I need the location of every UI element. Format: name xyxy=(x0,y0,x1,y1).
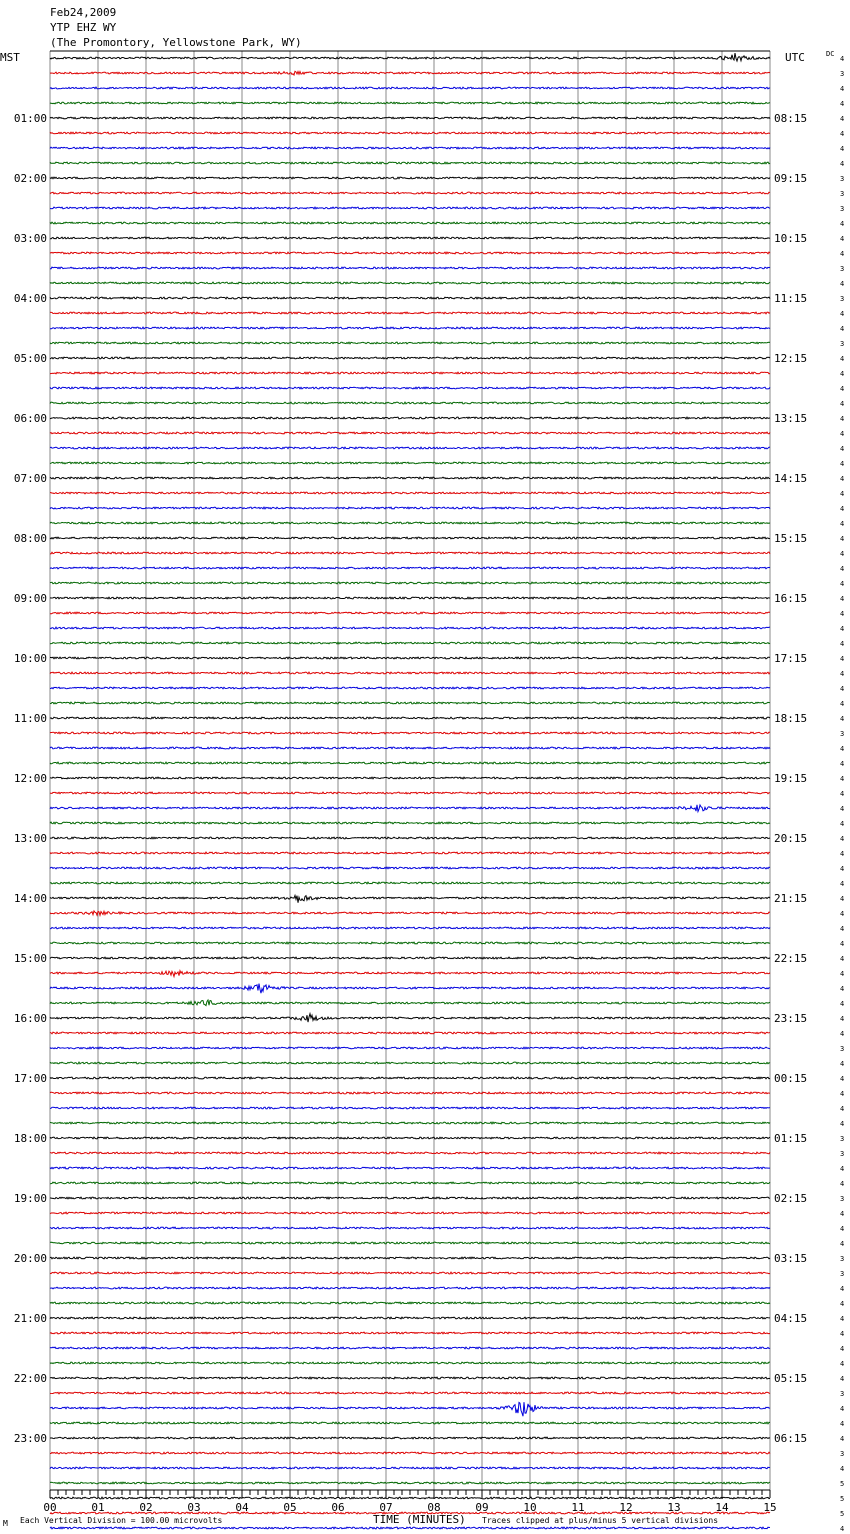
trace-row-8 xyxy=(50,177,770,179)
dc-offset-label: 4 xyxy=(840,865,845,873)
hour-label-local: 16:00 xyxy=(13,1012,47,1025)
dc-offset-label: 4 xyxy=(840,55,845,63)
trace-row-3 xyxy=(50,102,770,104)
hour-label-local: 15:00 xyxy=(13,952,47,965)
dc-offset-label: 4 xyxy=(840,1120,845,1128)
dc-offset-label: 4 xyxy=(840,370,845,378)
x-tick-label: 14 xyxy=(715,1501,729,1514)
trace-row-95 xyxy=(50,1482,770,1484)
dc-offset-label: 4 xyxy=(840,400,845,408)
trace-row-26 xyxy=(50,447,770,449)
hour-label-local: 11:00 xyxy=(13,712,47,725)
trace-row-43 xyxy=(50,702,770,704)
trace-row-30 xyxy=(50,507,770,509)
dc-offset-label: 4 xyxy=(840,565,845,573)
dc-offset-label: 4 xyxy=(840,1225,845,1233)
dc-offset-label: 4 xyxy=(840,490,845,498)
dc-offset-label: 3 xyxy=(840,1195,845,1203)
dc-offset-label: 4 xyxy=(840,790,845,798)
dc-offset-label: 4 xyxy=(840,85,845,93)
dc-offset-label: 4 xyxy=(840,160,845,168)
trace-row-67 xyxy=(50,1062,770,1064)
dc-offset-label: 4 xyxy=(840,1060,845,1068)
trace-row-0 xyxy=(50,53,770,61)
trace-row-29 xyxy=(50,492,770,494)
trace-row-37 xyxy=(50,612,770,614)
trace-row-1 xyxy=(50,71,770,75)
trace-row-48 xyxy=(50,777,770,779)
trace-row-87 xyxy=(50,1362,770,1364)
x-tick-label: 10 xyxy=(523,1501,537,1514)
dc-offset-label: 4 xyxy=(840,940,845,948)
trace-row-40 xyxy=(50,657,770,659)
trace-row-73 xyxy=(50,1152,770,1154)
dc-offset-label: 4 xyxy=(840,1360,845,1368)
dc-offset-label: 4 xyxy=(840,520,845,528)
dc-offset-label: 3 xyxy=(840,1150,845,1158)
dc-offset-label: 3 xyxy=(840,265,845,273)
dc-offset-label: 4 xyxy=(840,475,845,483)
trace-row-39 xyxy=(50,642,770,644)
trace-row-23 xyxy=(50,402,770,404)
hour-label-utc: 23:15 xyxy=(774,1012,808,1025)
dc-offset-label: 4 xyxy=(840,310,845,318)
dc-offset-label: 4 xyxy=(840,535,845,543)
trace-row-65 xyxy=(50,1032,770,1034)
hour-label-utc: 14:15 xyxy=(774,472,808,485)
dc-offset-label: 3 xyxy=(840,1270,845,1278)
trace-row-98 xyxy=(50,1527,770,1529)
dc-offset-label: 3 xyxy=(840,1390,845,1398)
hour-label-utc: 22:15 xyxy=(774,952,808,965)
dc-offset-label: 4 xyxy=(840,985,845,993)
hour-label-local: 07:00 xyxy=(13,472,47,485)
dc-offset-label: 4 xyxy=(840,745,845,753)
dc-offset-label: 4 xyxy=(840,835,845,843)
trace-row-5 xyxy=(50,132,770,134)
dc-offset-label: 3 xyxy=(840,730,845,738)
hour-label-local: 05:00 xyxy=(13,352,47,365)
hour-label-local: 19:00 xyxy=(13,1192,47,1205)
trace-row-28 xyxy=(50,477,770,479)
dc-offset-label: 4 xyxy=(840,1210,845,1218)
hour-label-local: 01:00 xyxy=(13,112,47,125)
trace-row-78 xyxy=(50,1227,770,1229)
x-tick-label: 08 xyxy=(427,1501,441,1514)
dc-offset-label: 4 xyxy=(840,250,845,258)
dc-offset-label: 4 xyxy=(840,145,845,153)
dc-offset-label: 4 xyxy=(840,115,845,123)
hour-label-local: 14:00 xyxy=(13,892,47,905)
left-timezone-label: MST xyxy=(0,51,20,64)
hour-label-local: 18:00 xyxy=(13,1132,47,1145)
trace-row-50 xyxy=(50,805,770,812)
dc-offset-label: 4 xyxy=(840,430,845,438)
trace-row-31 xyxy=(50,522,770,524)
trace-row-89 xyxy=(50,1392,770,1394)
x-tick-label: 07 xyxy=(379,1501,393,1514)
trace-row-64 xyxy=(50,1014,770,1022)
dc-offset-label: 4 xyxy=(840,580,845,588)
trace-row-71 xyxy=(50,1122,770,1124)
dc-offset-label: 4 xyxy=(840,805,845,813)
dc-offset-label: 4 xyxy=(840,970,845,978)
dc-offset-label: 4 xyxy=(840,1375,845,1383)
x-tick-label: 11 xyxy=(571,1501,585,1514)
trace-row-80 xyxy=(50,1257,770,1259)
dc-offset-label: 4 xyxy=(840,610,845,618)
x-tick-label: 01 xyxy=(91,1501,105,1514)
x-axis-title: TIME (MINUTES) xyxy=(373,1513,466,1526)
hour-label-local: 22:00 xyxy=(13,1372,47,1385)
dc-offset-label: 4 xyxy=(840,625,845,633)
trace-row-55 xyxy=(50,882,770,884)
hour-labels-utc xyxy=(774,112,807,1445)
dc-offset-label: 4 xyxy=(840,460,845,468)
dc-offset-label: 4 xyxy=(840,1000,845,1008)
trace-row-27 xyxy=(50,462,770,464)
hour-label-utc: 15:15 xyxy=(774,532,808,545)
dc-offset-label: 4 xyxy=(840,1300,845,1308)
hour-label-utc: 18:15 xyxy=(774,712,808,725)
hour-label-local: 20:00 xyxy=(13,1252,47,1265)
hour-label-utc: 02:15 xyxy=(774,1192,808,1205)
trace-row-38 xyxy=(50,627,770,629)
dc-offset-label: 4 xyxy=(840,1345,845,1353)
dc-offset-label: 4 xyxy=(840,925,845,933)
dc-offset-label: 4 xyxy=(840,775,845,783)
trace-row-34 xyxy=(50,567,770,569)
trace-row-81 xyxy=(50,1272,770,1274)
trace-row-17 xyxy=(50,312,770,314)
trace-row-62 xyxy=(50,984,770,994)
dc-offset-label: 4 xyxy=(840,1315,845,1323)
dc-offset-label: 4 xyxy=(840,130,845,138)
trace-row-68 xyxy=(50,1077,770,1079)
trace-row-20 xyxy=(50,357,770,359)
hour-label-local: 21:00 xyxy=(13,1312,47,1325)
dc-offset-label: 4 xyxy=(840,1075,845,1083)
hour-label-utc: 04:15 xyxy=(774,1312,808,1325)
trace-row-91 xyxy=(50,1422,770,1424)
station-location: (The Promontory, Yellowstone Park, WY) xyxy=(50,36,302,49)
dc-offset-label: 4 xyxy=(840,550,845,558)
trace-row-76 xyxy=(50,1197,770,1199)
hour-label-utc: 01:15 xyxy=(774,1132,808,1145)
dc-offset-label: 4 xyxy=(840,1090,845,1098)
trace-row-21 xyxy=(50,372,770,374)
dc-offset-label: 4 xyxy=(840,235,845,243)
trace-row-45 xyxy=(50,732,770,734)
x-tick-label: 03 xyxy=(187,1501,201,1514)
trace-row-79 xyxy=(50,1242,770,1244)
trace-row-52 xyxy=(50,837,770,839)
dc-offset-label: 4 xyxy=(840,955,845,963)
trace-row-42 xyxy=(50,687,770,689)
trace-row-11 xyxy=(50,222,770,224)
dc-offset-label: 3 xyxy=(840,175,845,183)
hour-label-local: 04:00 xyxy=(13,292,47,305)
trace-row-84 xyxy=(50,1317,770,1319)
corner-mark: M xyxy=(3,1519,8,1528)
dc-offset-label: 3 xyxy=(840,205,845,213)
dc-offset-column xyxy=(840,55,844,1534)
dc-offset-label: 4 xyxy=(840,880,845,888)
hour-label-local: 02:00 xyxy=(13,172,47,185)
hour-label-utc: 16:15 xyxy=(774,592,808,605)
trace-row-49 xyxy=(50,792,770,794)
hour-label-utc: 10:15 xyxy=(774,232,808,245)
trace-row-13 xyxy=(50,252,770,254)
dc-offset-label: 4 xyxy=(840,100,845,108)
trace-row-77 xyxy=(50,1212,770,1214)
x-tick-label: 04 xyxy=(235,1501,249,1514)
dc-offset-label: 4 xyxy=(840,1405,845,1413)
trace-row-32 xyxy=(50,537,770,539)
hour-labels-local xyxy=(14,112,47,1445)
hour-label-local: 03:00 xyxy=(13,232,47,245)
dc-header-label: DC xyxy=(826,50,835,58)
dc-offset-label: 4 xyxy=(840,1435,845,1443)
trace-row-70 xyxy=(50,1107,770,1109)
x-tick-label: 00 xyxy=(43,1501,57,1514)
trace-row-35 xyxy=(50,582,770,584)
hour-label-utc: 19:15 xyxy=(774,772,808,785)
trace-row-90 xyxy=(50,1402,770,1416)
trace-row-51 xyxy=(50,822,770,824)
dc-offset-label: 4 xyxy=(840,670,845,678)
dc-offset-label: 3 xyxy=(840,340,845,348)
dc-offset-label: 3 xyxy=(840,70,845,78)
right-timezone-label: UTC xyxy=(785,51,805,64)
hour-label-local: 23:00 xyxy=(13,1432,47,1445)
x-tick-label: 02 xyxy=(139,1501,153,1514)
trace-row-19 xyxy=(50,342,770,344)
trace-row-72 xyxy=(50,1137,770,1139)
dc-offset-label: 4 xyxy=(840,1420,845,1428)
trace-row-88 xyxy=(50,1377,770,1379)
trace-row-18 xyxy=(50,327,770,329)
hour-label-utc: 06:15 xyxy=(774,1432,808,1445)
hour-label-utc: 11:15 xyxy=(774,292,808,305)
seismic-traces xyxy=(50,53,770,1534)
dc-offset-label: 5 xyxy=(840,1495,845,1503)
trace-row-60 xyxy=(50,957,770,959)
trace-row-6 xyxy=(50,147,770,149)
trace-row-9 xyxy=(50,192,770,194)
x-tick-label: 13 xyxy=(667,1501,681,1514)
trace-row-96 xyxy=(50,1497,770,1499)
dc-offset-label: 3 xyxy=(840,295,845,303)
hour-label-local: 17:00 xyxy=(13,1072,47,1085)
dc-offset-label: 4 xyxy=(840,1285,845,1293)
x-tick-label: 09 xyxy=(475,1501,489,1514)
hour-label-local: 06:00 xyxy=(13,412,47,425)
scale-note: Each Vertical Division = 100.00 microvolts xyxy=(20,1516,223,1525)
trace-row-82 xyxy=(50,1287,770,1289)
dc-offset-label: 4 xyxy=(840,1105,845,1113)
trace-row-66 xyxy=(50,1047,770,1049)
dc-offset-label: 4 xyxy=(840,685,845,693)
hour-label-local: 10:00 xyxy=(13,652,47,665)
hour-label-utc: 13:15 xyxy=(774,412,808,425)
dc-offset-label: 4 xyxy=(840,1165,845,1173)
trace-row-41 xyxy=(50,672,770,674)
hour-label-utc: 12:15 xyxy=(774,352,808,365)
trace-row-46 xyxy=(50,747,770,749)
trace-row-24 xyxy=(50,417,770,419)
trace-row-86 xyxy=(50,1347,770,1349)
trace-row-53 xyxy=(50,852,770,854)
trace-row-4 xyxy=(50,117,770,119)
dc-offset-label: 5 xyxy=(840,1480,845,1488)
dc-offset-label: 4 xyxy=(840,700,845,708)
dc-offset-label: 4 xyxy=(840,1180,845,1188)
dc-offset-label: 4 xyxy=(840,1240,845,1248)
dc-offset-label: 5 xyxy=(840,1510,845,1518)
dc-offset-label: 4 xyxy=(840,385,845,393)
hour-label-utc: 09:15 xyxy=(774,172,808,185)
x-tick-label: 12 xyxy=(619,1501,633,1514)
trace-row-25 xyxy=(50,432,770,434)
dc-offset-label: 4 xyxy=(840,1030,845,1038)
x-tick-label: 05 xyxy=(283,1501,297,1514)
dc-offset-label: 3 xyxy=(840,1255,845,1263)
trace-row-54 xyxy=(50,867,770,869)
trace-row-57 xyxy=(50,911,770,915)
hour-label-local: 08:00 xyxy=(13,532,47,545)
trace-row-15 xyxy=(50,282,770,284)
trace-row-22 xyxy=(50,387,770,389)
dc-offset-label: 4 xyxy=(840,415,845,423)
trace-row-63 xyxy=(50,1000,770,1006)
dc-offset-label: 4 xyxy=(840,1465,845,1473)
trace-row-47 xyxy=(50,762,770,764)
dc-offset-label: 4 xyxy=(840,355,845,363)
dc-offset-label: 3 xyxy=(840,1045,845,1053)
dc-offset-label: 4 xyxy=(840,280,845,288)
dc-offset-label: 4 xyxy=(840,325,845,333)
trace-row-93 xyxy=(50,1452,770,1454)
dc-offset-label: 4 xyxy=(840,220,845,228)
dc-offset-label: 4 xyxy=(840,760,845,768)
dc-offset-label: 3 xyxy=(840,1450,845,1458)
dc-offset-label: 4 xyxy=(840,505,845,513)
hour-label-utc: 17:15 xyxy=(774,652,808,665)
hour-label-utc: 20:15 xyxy=(774,832,808,845)
hour-label-utc: 00:15 xyxy=(774,1072,808,1085)
hour-label-utc: 08:15 xyxy=(774,112,808,125)
dc-offset-label: 4 xyxy=(840,1330,845,1338)
trace-row-75 xyxy=(50,1182,770,1184)
trace-row-69 xyxy=(50,1092,770,1094)
hour-label-utc: 03:15 xyxy=(774,1252,808,1265)
trace-row-83 xyxy=(50,1302,770,1304)
trace-row-12 xyxy=(50,237,770,239)
dc-offset-label: 4 xyxy=(840,1525,845,1533)
dc-offset-label: 4 xyxy=(840,445,845,453)
x-axis xyxy=(43,1490,776,1514)
trace-row-56 xyxy=(50,895,770,902)
clip-note: Traces clipped at plus/minus 5 vertical divisions xyxy=(482,1516,719,1525)
trace-row-85 xyxy=(50,1332,770,1334)
trace-row-92 xyxy=(50,1437,770,1439)
trace-row-61 xyxy=(50,971,770,977)
x-tick-label: 06 xyxy=(331,1501,345,1514)
dc-offset-label: 4 xyxy=(840,850,845,858)
dc-offset-label: 4 xyxy=(840,595,845,603)
hour-label-utc: 21:15 xyxy=(774,892,808,905)
dc-offset-label: 4 xyxy=(840,895,845,903)
dc-offset-label: 4 xyxy=(840,655,845,663)
hour-label-local: 12:00 xyxy=(13,772,47,785)
dc-offset-label: 3 xyxy=(840,1135,845,1143)
hour-label-local: 09:00 xyxy=(13,592,47,605)
dc-offset-label: 4 xyxy=(840,910,845,918)
trace-row-10 xyxy=(50,207,770,209)
hour-label-utc: 05:15 xyxy=(774,1372,808,1385)
trace-row-44 xyxy=(50,717,770,719)
trace-row-59 xyxy=(50,942,770,944)
dc-offset-label: 3 xyxy=(840,190,845,198)
trace-row-33 xyxy=(50,552,770,554)
x-tick-label: 15 xyxy=(763,1501,777,1514)
dc-offset-label: 4 xyxy=(840,640,845,648)
trace-row-74 xyxy=(50,1167,770,1169)
trace-row-36 xyxy=(50,597,770,599)
dc-offset-label: 4 xyxy=(840,715,845,723)
trace-row-14 xyxy=(50,267,770,269)
record-date: Feb24,2009 xyxy=(50,6,117,19)
trace-row-2 xyxy=(50,87,770,89)
trace-row-7 xyxy=(50,162,770,164)
hour-label-local: 13:00 xyxy=(13,832,47,845)
trace-row-94 xyxy=(50,1467,770,1469)
dc-offset-label: 4 xyxy=(840,1015,845,1023)
trace-row-16 xyxy=(50,297,770,299)
dc-offset-label: 4 xyxy=(840,820,845,828)
trace-row-58 xyxy=(50,927,770,929)
station-code: YTP EHZ WY xyxy=(50,21,117,34)
